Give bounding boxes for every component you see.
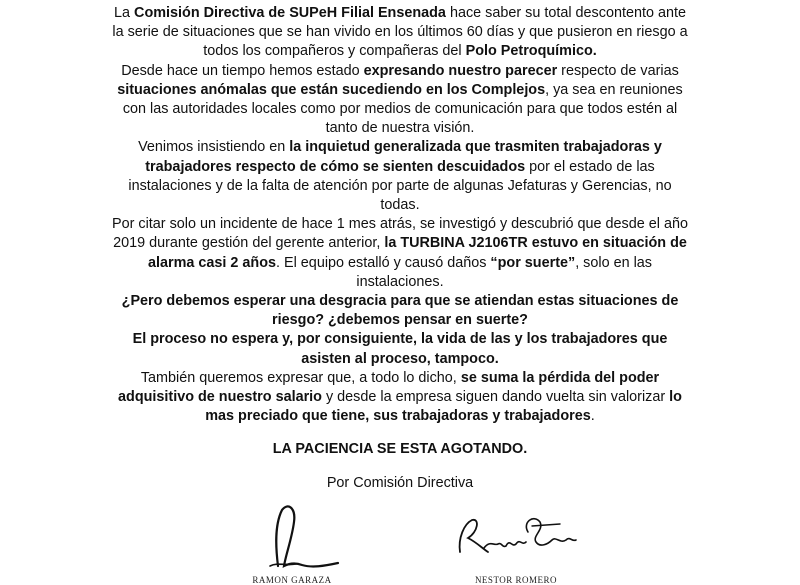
paragraph-6-run-1: El proceso no espera y, por consiguiente, la vida de las y los trabajadores que asisten al proceso, tampoco. [132,331,668,367]
paragraph-3-run-2: la inquietud generalizada que trasmiten trabajadoras y trabajadores respecto de cómo se sienten descuidados [145,139,662,175]
paragraph-2 [110,62,690,139]
paragraph-2-run-2: expresando nuestro parecer [363,62,558,79]
paragraph-4-run-4: “por suerte” [490,254,576,271]
paragraph-5 [110,292,690,330]
paragraph-2-run-5: , ya sea en reuniones con las autoridades locales como por medios de comunicación para que todos estén al tanto de nuestra visión. [122,81,683,137]
paragraph-1 [110,4,690,62]
paragraph-7-run-2: se suma la pérdida del poder adquisitivo de nuestro salario [118,369,660,406]
paragraph-4 [110,215,690,292]
paragraph-4-run-5: , solo en las instalaciones. [356,254,652,290]
paragraph-3 [110,138,690,215]
paragraph-1-run-3: hace saber su total descontento ante la serie de situaciones que se han vivido en los últimos 60 días y que pusieron en riesgo a todos los compañeros y compañeras del [112,5,688,60]
signoff-line: Por Comisión Directiva [326,474,474,491]
paragraph-2-run-1: Desde hace un tiempo hemos estado [121,62,364,79]
signature-left [212,502,372,585]
paragraph-6 [110,330,690,368]
paragraph-4-run-3: . El equipo estalló y causó daños [276,254,491,271]
paragraph-1-run-4: Polo Petroquímico. [465,43,597,60]
paragraph-7-run-3: y desde la empresa siguen dando vuelta sin valorizar [321,389,670,406]
paragraph-7 [110,369,690,427]
document-body [110,4,690,493]
signature-right-drawing [436,502,596,572]
paragraph-2-run-4: situaciones anómalas que están sucediendo en los Complejos [117,81,546,98]
signature-left-name: RAMON GARAZA [252,575,332,585]
paragraph-3-run-3: por el estado de las instalaciones y de la falta de atención por parte de algunas Jefaturas y Gerencias, no todas. [128,158,672,214]
paragraph-4-run-2: la TURBINA J2106TR estuvo en situación de alarma casi 2 años [148,235,687,271]
signature-right [436,502,596,585]
paragraph-4-run-1: Por citar solo un incidente de hace 1 mes atrás, se investigó y descubrió que desde el año 2019 durante gestión del gerente anterior, [112,216,688,252]
signature-left-drawing [212,502,372,572]
signature-right-name: NESTOR ROMERO [474,575,558,585]
paragraph-5-run-1: ¿Pero debemos esperar una desgracia para que se atiendan estas situaciones de riesgo? ¿debemos pensar en suerte? [121,293,679,329]
statement-paragraphs [110,4,690,426]
paragraph-1-run-1: La [114,5,135,21]
paragraph-7-run-4: lo mas preciado que tiene, sus trabajadoras y trabajadores [205,389,682,425]
paragraph-7-run-5: . [590,408,595,425]
paragraph-7-run-1: También queremos expresar que, a todo lo dicho, [140,369,461,386]
paragraph-2-run-3: respecto de varias [557,62,679,79]
paragraph-3-run-1: Venimos insistiendo en [138,139,290,156]
paragraph-1-run-2: Comisión Directiva de SUPeH Filial Ensenada [134,5,446,21]
closing-statement: LA PACIENCIA SE ESTA AGOTANDO. [272,441,528,458]
